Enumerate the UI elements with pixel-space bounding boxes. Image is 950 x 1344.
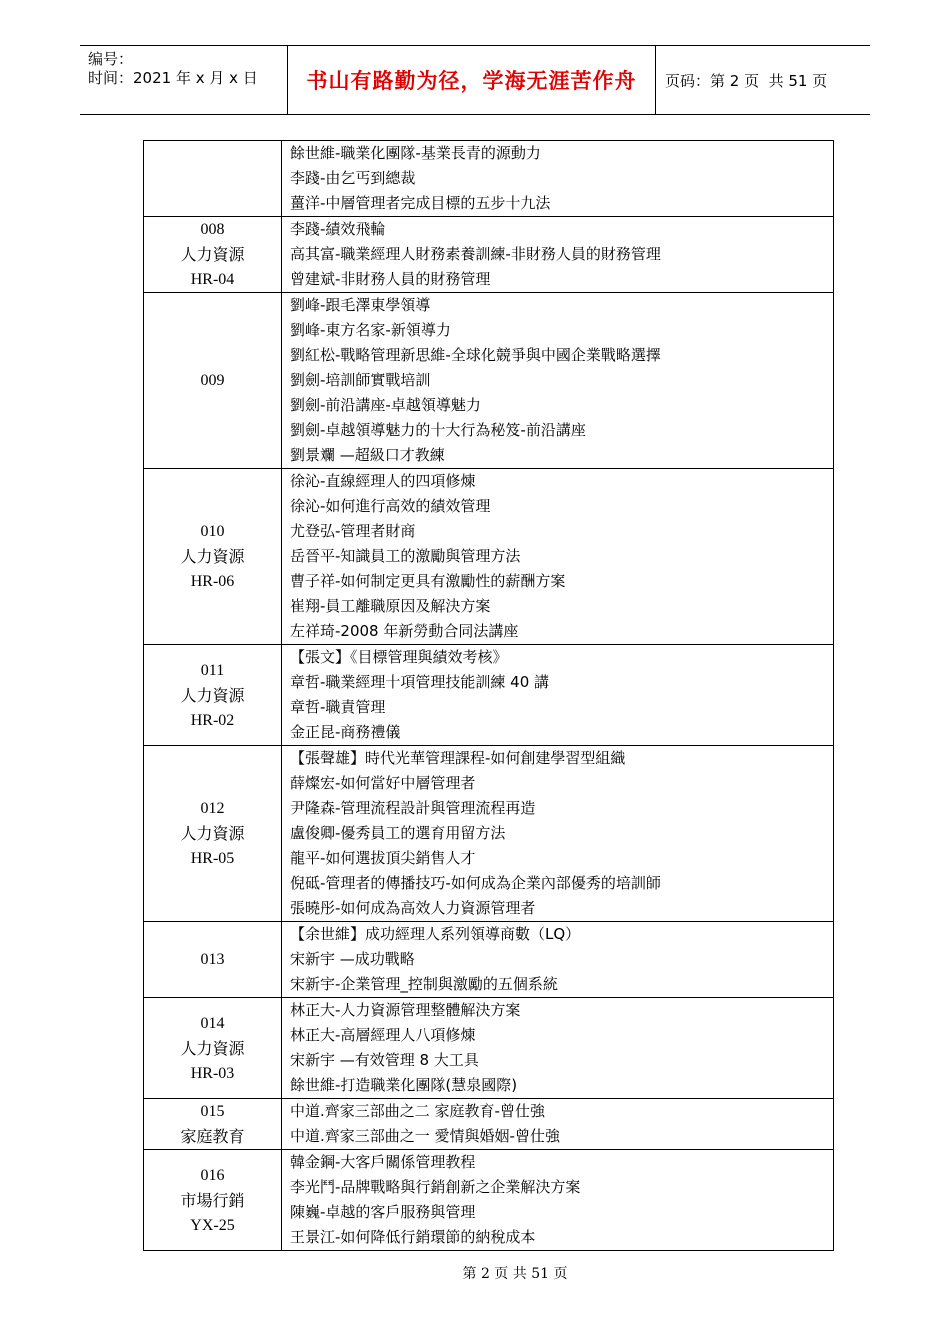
category-code-cell [144,1150,282,1251]
header-motto: 书山有路勤为径，学海无涯苦作舟 [306,68,637,93]
category-code-line: 015 [200,1103,225,1120]
course-title: 岳晉平-知識員工的激勵與管理方法 [290,547,521,565]
category-code-line: 人力資源 [180,547,245,566]
course-title: 薑洋-中層管理者完成目標的五步十九法 [290,194,551,212]
course-table [143,140,834,1251]
category-code-line: HR-02 [190,711,235,729]
course-list-cell [282,1150,834,1251]
course-title: 餘世維-職業化團隊-基業長青的源動力 [290,144,541,162]
course-list-cell [282,922,834,998]
header-page-info [665,46,827,114]
category-code-line: 011 [200,661,225,679]
course-title: 劉劍-卓越領導魅力的十大行為秘笈-前沿講座 [290,421,586,439]
course-title: 徐沁-如何進行高效的績效管理 [290,497,491,515]
course-list-cell [282,998,834,1099]
course-title: 陳巍-卓越的客戶服務與管理 [290,1203,476,1221]
course-title: 餘世維-打造職業化團隊(慧泉國際) [290,1076,518,1094]
category-code-line: 人力資源 [180,685,245,705]
course-title: 中道.齊家三部曲之二 家庭教育-曾仕強 [290,1102,545,1120]
category-code-cell [144,645,282,746]
category-code-line: 009 [200,372,225,389]
category-code-line: YX-25 [190,1216,235,1234]
category-code-cell [144,141,282,217]
course-list-cell [282,217,834,293]
category-code-line: 016 [200,1166,225,1184]
course-title: 倪砥-管理者的傳播技巧-如何成為企業內部優秀的培訓師 [290,874,661,892]
category-code-line: HR-06 [190,573,235,590]
category-code-line: 人力資源 [180,1038,245,1058]
category-code-line: 013 [200,951,225,968]
course-title: 王景江-如何降低行銷環節的納稅成本 [290,1228,536,1246]
table-row [144,645,834,746]
course-list-cell [282,1099,834,1150]
course-title: 宋新宇 —有效管理 8 大工具 [290,1051,479,1069]
course-title: 【張文】《目標管理與績效考核》 [290,648,508,666]
table-row [144,141,834,217]
course-title: 張曉彤-如何成為高效人力資源管理者 [290,899,536,917]
course-title: 龍平-如何選拔頂尖銷售人才 [290,849,476,867]
course-title: 金正昆-商務禮儀 [290,723,401,741]
course-list-cell [282,645,834,746]
category-code-cell [144,293,282,469]
course-title: 尤登弘-管理者財商 [290,522,416,540]
course-title: 左祥琦-2008 年新勞動合同法講座 [290,622,519,640]
course-title: 宋新宇 —成功戰略 [290,950,415,968]
category-code-line: 010 [200,523,225,540]
category-code-line: HR-05 [190,850,235,867]
course-title: 李光鬥-品牌戰略與行銷創新之企業解決方案 [290,1178,581,1196]
course-title: 劉峰-東方名家-新領導力 [290,321,451,339]
category-code-line: HR-04 [190,271,235,288]
course-title: 尹隆森-管理流程設計與管理流程再造 [290,799,536,817]
course-table-body [144,141,834,1251]
document-time-label: 时间：2021 年 x 月 x 日 [88,69,258,87]
course-title: 盧俊卿-優秀員工的選育用留方法 [290,824,506,842]
page-header [80,45,870,115]
course-title: 劉劍-培訓師實戰培訓 [290,371,431,389]
category-code-cell [144,998,282,1099]
category-code-line: 人力資源 [180,824,245,843]
document-number-label: 编号： [88,50,134,68]
category-code-line: 008 [200,221,225,238]
table-row [144,998,834,1099]
course-title: 宋新宇-企業管理_控制與激勵的五個系統 [290,975,558,993]
table-row [144,922,834,998]
course-title: 劉劍-前沿講座-卓越領導魅力 [290,396,481,414]
course-title: 中道.齊家三部曲之一 愛情與婚姻-曾仕強 [290,1127,560,1145]
course-title: 崔翔-員工離職原因及解決方案 [290,597,491,615]
header-divider [655,46,656,114]
category-code-cell [144,469,282,645]
course-list-cell [282,141,834,217]
category-code-line: 014 [200,1014,225,1032]
course-title: 林正大-高層經理人八項修煉 [290,1026,476,1044]
table-row [144,293,834,469]
course-title: 章哲-職業經理十項管理技能訓練 40 講 [290,673,550,691]
header-meta [88,50,288,88]
course-title: 曾建斌-非財務人員的財務管理 [290,270,491,288]
category-code-line: HR-03 [190,1064,235,1082]
page-footer: 第 2 页 共 51 页 [462,1266,568,1282]
course-title: 李踐-績效飛輪 [290,220,386,238]
table-row [144,1150,834,1251]
course-title: 【張聲雄】時代光華管理課程-如何創建學習型組織 [290,749,626,767]
course-title: 高其富-職業經理人財務素養訓練-非財務人員的財務管理 [290,245,661,263]
category-code-cell [144,217,282,293]
category-code-cell [144,746,282,922]
course-list-cell [282,293,834,469]
course-title: 林正大-人力資源管理整體解決方案 [290,1001,521,1019]
course-title: 薛燦宏-如何當好中層管理者 [290,774,476,792]
table-row [144,217,834,293]
course-title: 劉紅松-戰略管理新思維-全球化競爭與中國企業戰略選擇 [290,346,661,364]
category-code-cell [144,922,282,998]
table-row [144,746,834,922]
page-info-text: 页码：第 2 页 共 51 页 [665,71,828,90]
category-code-line: 家庭教育 [180,1127,245,1146]
course-title: 劉峰-跟毛澤東學領導 [290,296,431,314]
course-title: 徐沁-直線經理人的四項修煉 [290,472,476,490]
category-code-cell [144,1099,282,1150]
category-code-line: 市場行銷 [180,1190,245,1210]
course-title: 劉景斕 —超級口才教練 [290,446,445,464]
table-row [144,1099,834,1150]
course-title: 韓金鋼-大客戶關係管理教程 [290,1153,476,1171]
course-title: 章哲-職責管理 [290,698,386,716]
category-code-line: 012 [200,800,225,817]
course-title: 【余世維】成功經理人系列領導商數（LQ） [290,925,581,943]
course-list-cell [282,746,834,922]
course-list-cell [282,469,834,645]
course-title: 李踐-由乞丐到總裁 [290,169,416,187]
table-row [144,469,834,645]
category-code-line: 人力資源 [180,245,245,264]
course-title: 曹子祥-如何制定更具有激勵性的薪酬方案 [290,572,566,590]
